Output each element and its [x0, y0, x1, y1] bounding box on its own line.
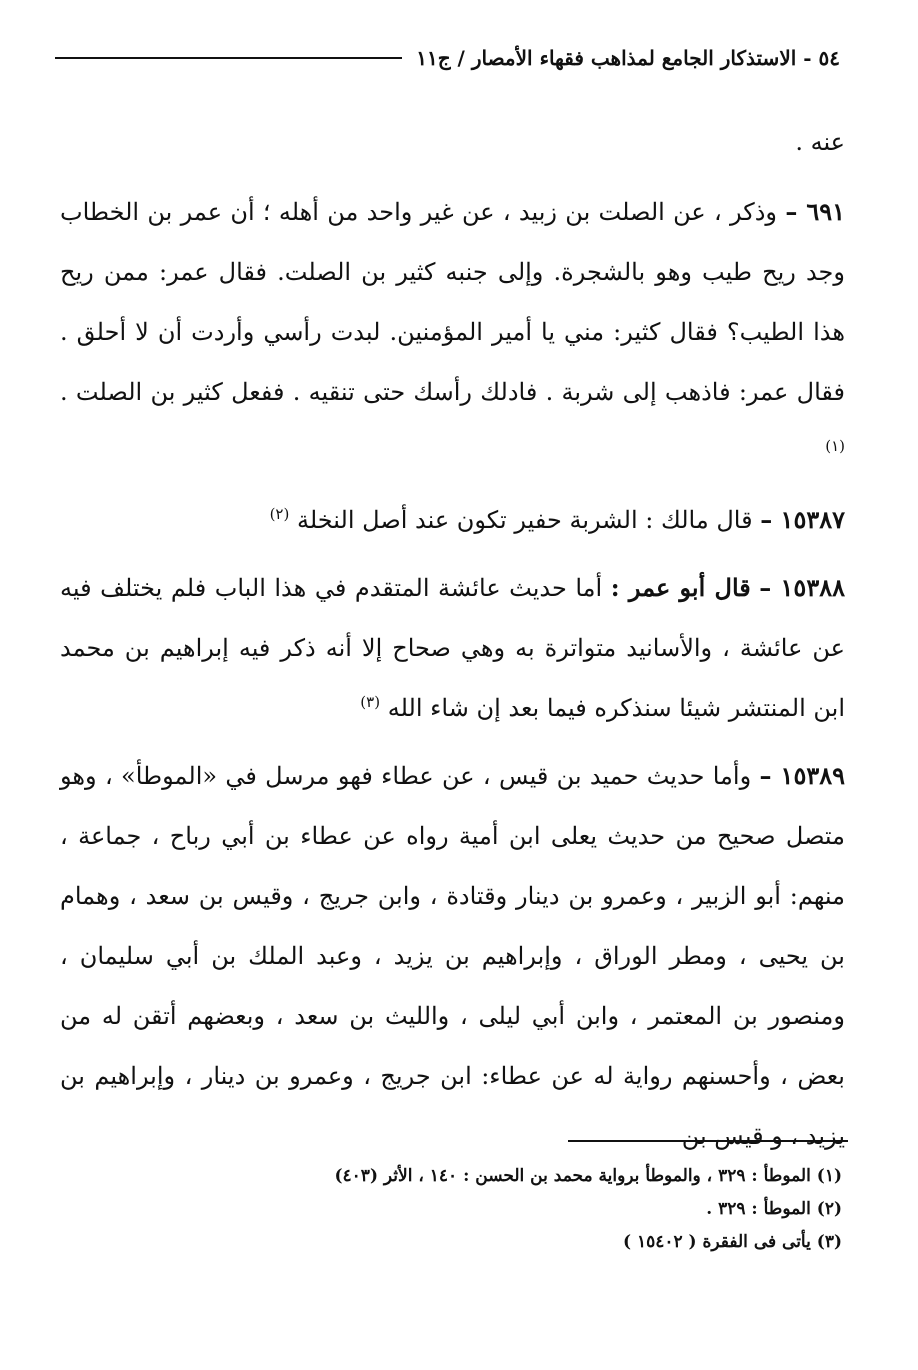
- paragraph-15389: [60, 746, 845, 1166]
- paragraph-text: قال مالك : الشربة حفير تكون عند أصل النخلة: [296, 506, 753, 534]
- paragraph-number: ٦٩١ –: [785, 197, 846, 226]
- paragraph-15387: [60, 490, 845, 550]
- paragraph-number: ١٥٣٨٨ –: [759, 573, 845, 602]
- footnote-ref: (١): [825, 437, 845, 455]
- header-title: ٥٤ - الاستذكار الجامع لمذاهب فقهاء الأمصار / ج١١: [416, 46, 840, 70]
- lead-fragment: عنه .: [795, 128, 845, 156]
- paragraph-text: وذكر ، عن الصلت بن زبيد ، عن غير واحد من أهله ؛ أن عمر بن الخطاب وجد ريح طيب وهو بالشجرة. وإلى جنبه كثير بن الصلت. فقال عمر: ممن ريح هذا الطيب؟ فقال كثير: مني يا أمير المؤمنين. لبدت رأسي وأردت أن لا أحلق . فقال عمر: فاذهب إلى شربة . فادلك رأسك حتى تنقيه . ففعل كثير بن الصلت .: [60, 198, 845, 406]
- footnote-ref: (٣): [360, 693, 381, 711]
- footnotes: [122, 1160, 842, 1259]
- paragraph-15388: [60, 558, 845, 738]
- page-body: [60, 112, 845, 1174]
- footnote-2: (٢) الموطأ : ٣٢٩ .: [706, 1199, 842, 1219]
- paragraph-number: ١٥٣٨٩ –: [759, 761, 845, 790]
- footnote-rule: [568, 1140, 848, 1142]
- paragraph-text: أما حديث عائشة المتقدم في هذا الباب فلم يختلف فيه عن عائشة ، والأسانيد متواترة به وهي صحاح إلا أنه ذكر فيه إبراهيم بن محمد ابن المنتشر شيئا سنذكره فيما بعد إن شاء الله: [60, 574, 845, 722]
- paragraph-text: وأما حديث حميد بن قيس ، عن عطاء فهو مرسل في «الموطأ» ، وهو متصل صحيح من حديث يعلى ابن أمية رواه عن عطاء بن أبي رباح ، جماعة ، منهم: أبو الزبير ، وعمرو بن دينار وقتادة ، وابن جريج ، وقيس بن سعد ، وهمام بن يحيى ، ومطر الوراق ، وإبراهيم بن يزيد ، وعبد الملك بن أبي سليمان ، ومنصور بن المعتمر ، وابن أبي ليلى ، والليث بن سعد ، وبعضهم أتقن له من بعض ، وأحسنهم رواية له عن عطاء: ابن جريج ، وعمرو بن دينار ، وإبراهيم بن يزيد ، و قيس بن: [60, 762, 845, 1150]
- header-rule: [55, 57, 402, 59]
- speaker-label: قال أبو عمر :: [610, 573, 751, 602]
- footnote-3: (٣) يأتى فى الفقرة ( ١٥٤٠٢ ): [623, 1232, 842, 1252]
- paragraph-number: ١٥٣٨٧ –: [760, 505, 845, 534]
- footnote-ref: (٢): [269, 505, 290, 523]
- running-header: [55, 38, 840, 78]
- paragraph-691: [60, 182, 845, 482]
- footnote-1: (١) الموطأ : ٣٢٩ ، والموطأ برواية محمد بن الحسن : ١٤٠ ، الأثر (٤٠٣): [334, 1166, 842, 1186]
